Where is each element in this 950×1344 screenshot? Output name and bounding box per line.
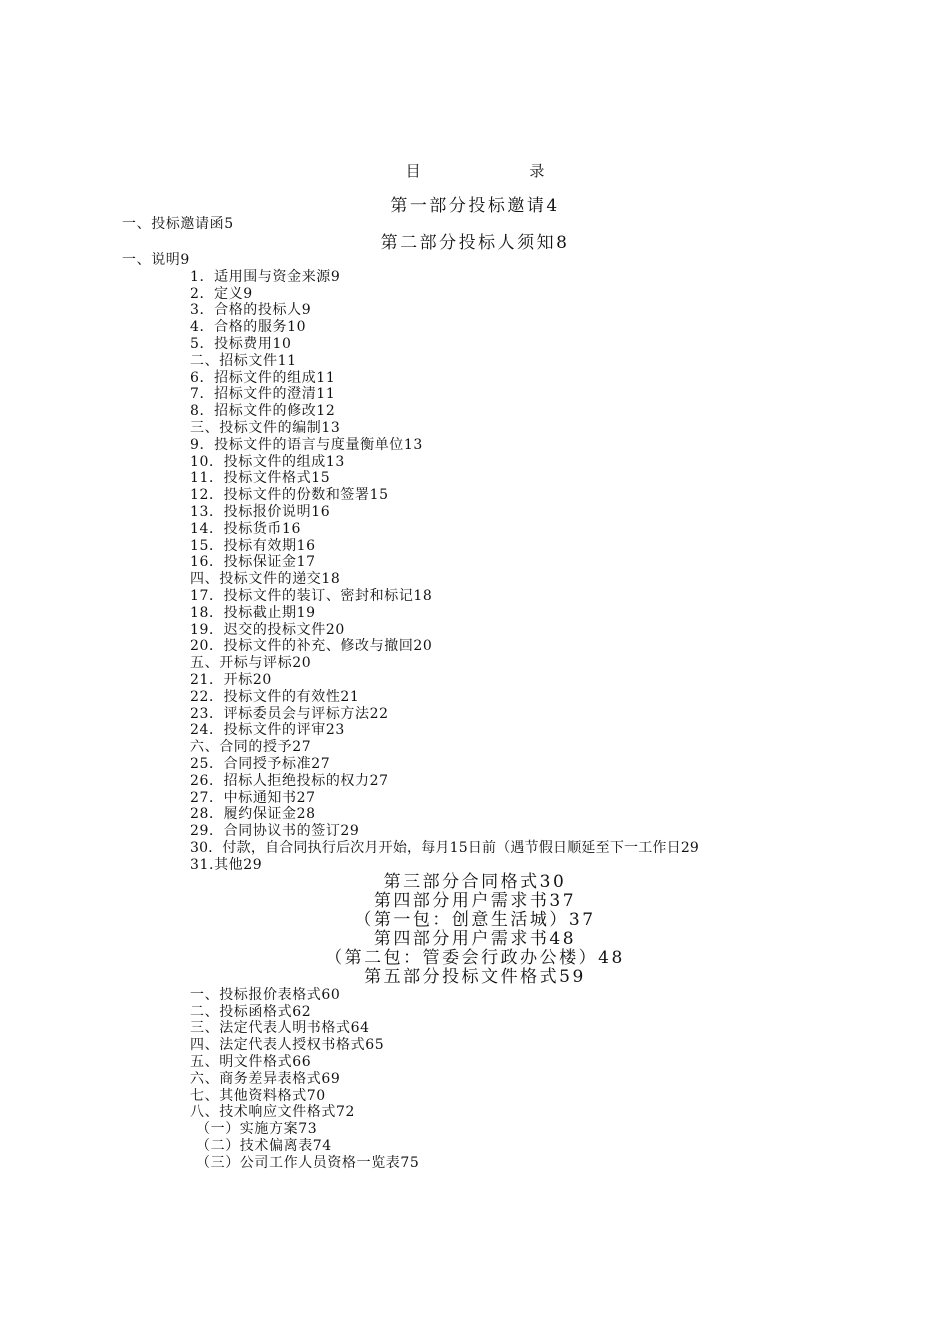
toc-entry: 一、投标报价表格式60 bbox=[190, 987, 341, 1003]
toc-title: 目 录 bbox=[405, 162, 597, 180]
part-heading: 第二部分投标人须知8 bbox=[380, 233, 570, 253]
toc-entry: 四、法定代表人授权书格式65 bbox=[190, 1037, 385, 1053]
toc-entry: 四、投标文件的递交18 bbox=[190, 571, 341, 587]
toc-entry: 28．履约保证金28 bbox=[190, 806, 316, 822]
toc-entry: 六、商务差异表格式69 bbox=[190, 1071, 341, 1087]
toc-entry: 24．投标文件的评审23 bbox=[190, 722, 345, 738]
toc-entry: 七、其他资料格式70 bbox=[190, 1088, 326, 1104]
toc-entry: 三、投标文件的编制13 bbox=[190, 420, 341, 436]
toc-entry: 22．投标文件的有效性21 bbox=[190, 689, 360, 705]
toc-entry: 13．投标报价说明16 bbox=[190, 504, 331, 520]
toc-entry: 9．投标文件的语言与度量衡单位13 bbox=[190, 437, 423, 453]
part-heading: 第四部分用户需求书37 bbox=[373, 891, 577, 911]
toc-entry: 15．投标有效期16 bbox=[190, 538, 316, 554]
toc-entry: 六、合同的授予27 bbox=[190, 739, 312, 755]
toc-entry: 五、开标与评标20 bbox=[190, 655, 312, 671]
toc-entry: 12．投标文件的份数和签署15 bbox=[190, 487, 389, 503]
toc-entry: 19．迟交的投标文件20 bbox=[190, 622, 345, 638]
toc-entry: 三、法定代表人明书格式64 bbox=[190, 1020, 370, 1036]
toc-entry: 26．招标人拒绝投标的权力27 bbox=[190, 773, 389, 789]
toc-entry: 5．投标费用10 bbox=[190, 336, 292, 352]
toc-entry: 10．投标文件的组成13 bbox=[190, 454, 345, 470]
part-heading: 第四部分用户需求书48 bbox=[373, 929, 577, 949]
toc-entry: 25．合同授予标准27 bbox=[190, 756, 331, 772]
toc-entry: 一、投标邀请函5 bbox=[122, 216, 234, 232]
toc-entry: 20．投标文件的补充、修改与撤回20 bbox=[190, 638, 433, 654]
toc-entry: 3．合格的投标人9 bbox=[190, 302, 312, 318]
toc-subentry: （三）公司工作人员资格一览表75 bbox=[196, 1155, 420, 1171]
part-subheading: （第一包：创意生活城）37 bbox=[354, 910, 596, 930]
toc-entry: 二、投标函格式62 bbox=[190, 1004, 312, 1020]
toc-entry: 8．招标文件的修改12 bbox=[190, 403, 336, 419]
toc-entry: 4．合格的服务10 bbox=[190, 319, 307, 335]
part-heading: 第五部分投标文件格式59 bbox=[364, 967, 586, 987]
toc-entry: 18．投标截止期19 bbox=[190, 605, 316, 621]
toc-entry: 7．招标文件的澄清11 bbox=[190, 386, 336, 402]
toc-subentry: （一）实施方案73 bbox=[196, 1121, 318, 1137]
part-heading: 第三部分合同格式30 bbox=[383, 872, 567, 892]
toc-entry: 五、明文件格式66 bbox=[190, 1054, 312, 1070]
toc-entry: 16．投标保证金17 bbox=[190, 554, 316, 570]
toc-entry: 31.其他29 bbox=[190, 857, 263, 873]
toc-entry: 2．定义9 bbox=[190, 286, 253, 302]
part-heading: 第一部分投标邀请4 bbox=[390, 196, 560, 216]
part-subheading: （第二包：管委会行政办公楼）48 bbox=[325, 948, 625, 968]
toc-subentry: （二）技术偏离表74 bbox=[196, 1138, 332, 1154]
toc-entry: 一、说明9 bbox=[122, 252, 190, 268]
toc-entry: 1．适用围与资金来源9 bbox=[190, 269, 341, 285]
toc-entry: 11．投标文件格式15 bbox=[190, 470, 331, 486]
toc-entry: 21．开标20 bbox=[190, 672, 272, 688]
toc-entry: 29．合同协议书的签订29 bbox=[190, 823, 360, 839]
toc-entry: 6．招标文件的组成11 bbox=[190, 370, 336, 386]
toc-entry: 14．投标货币16 bbox=[190, 521, 302, 537]
toc-entry: 八、技术响应文件格式72 bbox=[190, 1104, 356, 1120]
toc-entry: 23．评标委员会与评标方法22 bbox=[190, 706, 389, 722]
toc-entry: 二、招标文件11 bbox=[190, 353, 297, 369]
toc-entry: 17．投标文件的装订、密封和标记18 bbox=[190, 588, 433, 604]
toc-entry: 27．中标通知书27 bbox=[190, 790, 316, 806]
toc-entry: 30．付款，自合同执行后次月开始，每月15日前（遇节假日顺延至下一工作日29 bbox=[190, 840, 700, 856]
